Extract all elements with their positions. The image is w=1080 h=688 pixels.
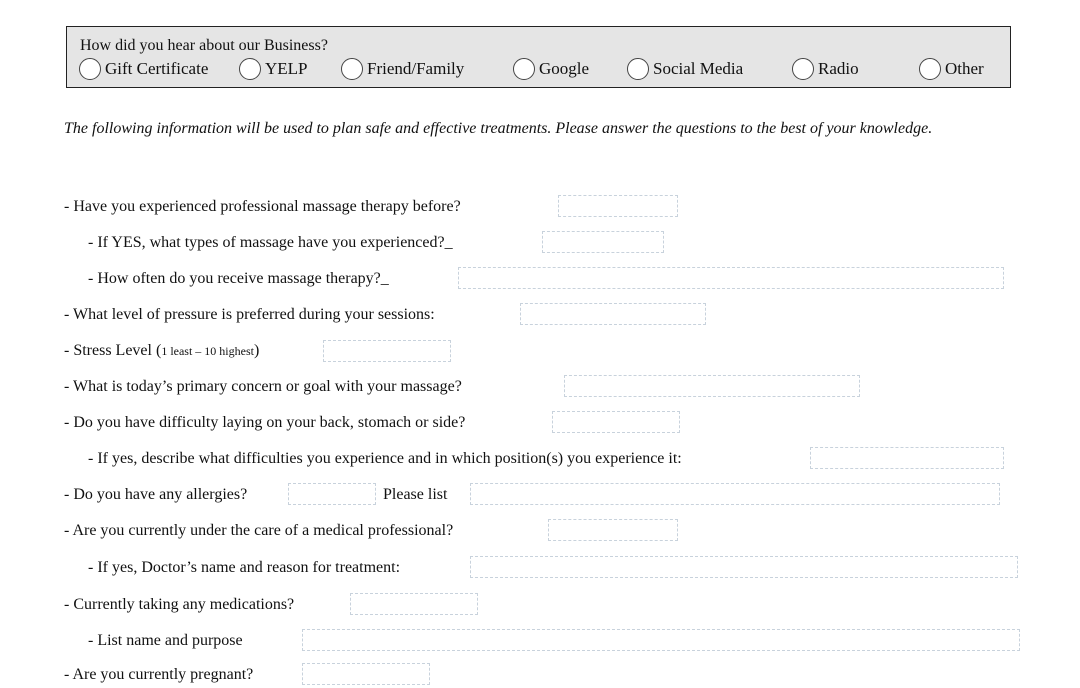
pressure-field[interactable] <box>520 303 706 325</box>
medications-field[interactable] <box>350 593 478 615</box>
option-label: Social Media <box>653 59 744 78</box>
radio-button[interactable] <box>627 58 649 80</box>
question-allergies: - Do you have any allergies? <box>64 486 248 503</box>
referral-section <box>66 26 1011 88</box>
question-difficulty-detail: - If yes, describe what difficulties you experience and in which position(s) you experience it: <box>88 450 682 467</box>
stress-scale-hint: 1 least – 10 highest <box>161 343 254 358</box>
option-social-media[interactable] <box>627 57 743 81</box>
intro-text: The following information will be used to plan safe and effective treatments. Please answer the questions to the best of your knowledge. <box>64 120 933 137</box>
radio-button[interactable] <box>919 58 941 80</box>
option-friend-family[interactable] <box>341 57 464 81</box>
option-label: YELP <box>265 59 308 78</box>
option-label: Gift Certificate <box>105 59 209 78</box>
question-massage-types: - If YES, what types of massage have you experienced?_ <box>88 234 453 251</box>
radio-button[interactable] <box>792 58 814 80</box>
question-pressure: - What level of pressure is preferred during your sessions: <box>64 306 435 323</box>
question-medication-list: - List name and purpose <box>88 632 243 649</box>
doctor-field[interactable] <box>470 556 1018 578</box>
massage-types-field[interactable] <box>542 231 664 253</box>
radio-button[interactable] <box>239 58 261 80</box>
option-label: Other <box>945 59 984 78</box>
option-radio[interactable] <box>792 57 859 81</box>
option-gift-certificate[interactable] <box>79 57 208 81</box>
question-doctor: - If yes, Doctor’s name and reason for treatment: <box>88 559 401 576</box>
difficulty-detail-field[interactable] <box>810 447 1004 469</box>
question-difficulty: - Do you have difficulty laying on your back, stomach or side? <box>64 414 466 431</box>
radio-button[interactable] <box>513 58 535 80</box>
option-label: Google <box>539 59 590 78</box>
how-often-field[interactable] <box>458 267 1004 289</box>
option-other[interactable] <box>919 57 984 81</box>
radio-button[interactable] <box>79 58 101 80</box>
difficulty-field[interactable] <box>552 411 680 433</box>
allergies-list-label: Please list <box>383 486 448 503</box>
option-label: Friend/Family <box>367 59 465 78</box>
question-how-often: - How often do you receive massage therapy?_ <box>88 270 389 287</box>
question-experienced: - Have you experienced professional massage therapy before? <box>64 198 461 215</box>
medication-list-field[interactable] <box>302 629 1020 651</box>
question-medications: - Currently taking any medications? <box>64 596 295 613</box>
allergies-field[interactable] <box>288 483 376 505</box>
partial-field[interactable] <box>302 663 430 685</box>
allergies-list-field[interactable] <box>470 483 1000 505</box>
option-yelp[interactable] <box>239 57 308 81</box>
option-label: Radio <box>818 59 859 78</box>
question-stress-level: - Stress Level ( 1 least – 10 highest ) <box>64 342 260 359</box>
experienced-field[interactable] <box>558 195 678 217</box>
option-google[interactable] <box>513 57 589 81</box>
radio-button[interactable] <box>341 58 363 80</box>
question-medical-care: - Are you currently under the care of a medical professional? <box>64 522 454 539</box>
referral-question: How did you hear about our Business? <box>80 37 328 54</box>
medical-care-field[interactable] <box>548 519 678 541</box>
stress-level-field[interactable] <box>323 340 451 362</box>
question-partial: - Are you currently pregnant? <box>64 666 254 683</box>
primary-concern-field[interactable] <box>564 375 860 397</box>
question-primary-concern: - What is today’s primary concern or goal with your massage? <box>64 378 462 395</box>
